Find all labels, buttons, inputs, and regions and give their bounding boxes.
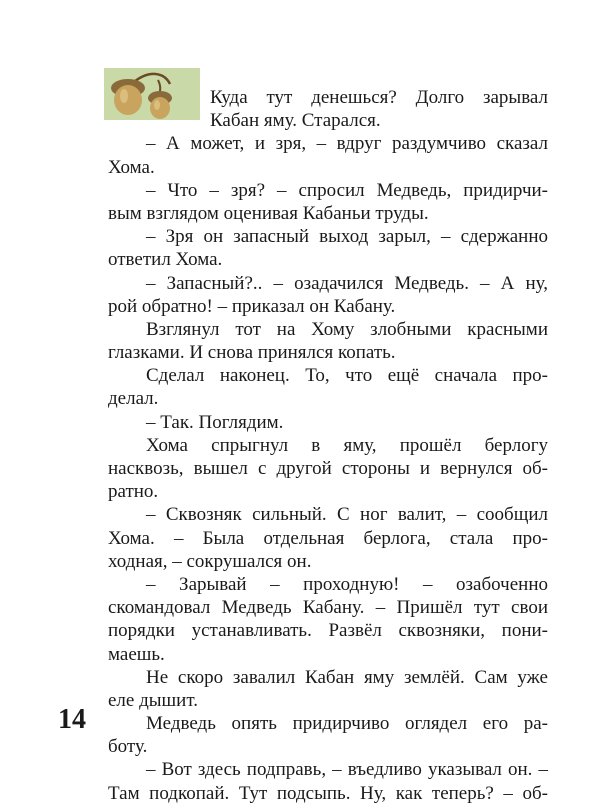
text-line: Хома. – Была отдельная берлога, стала про- xyxy=(108,527,548,549)
text-line: еле дышит. xyxy=(108,689,198,711)
text-line: скомандовал Медведь Кабану. – Пришёл тут свои xyxy=(108,597,548,619)
text-line: ответил Хома. xyxy=(108,249,223,271)
text-line: – Зря он запасный выход зарыл, – сдержанно xyxy=(146,226,548,248)
text-line: – А может, и зря, – вдруг раздумчиво сказал xyxy=(146,133,548,155)
text-line: – Так. Поглядим. xyxy=(146,411,284,433)
text-line: – Вот здесь подправь, – въедливо указывал он. – xyxy=(146,759,548,781)
text-line: вым взглядом оценивая Кабаньи труды. xyxy=(108,202,429,224)
text-line: Там подкопай. Тут подсыпь. Ну, как теперь? – об- xyxy=(108,782,548,804)
text-line: ратно. xyxy=(108,481,159,503)
text-line: боту. xyxy=(108,736,148,758)
text-line: Хома спрыгнул в яму, прошёл берлогу xyxy=(146,434,548,456)
text-line: Взглянул тот на Хому злобными красными xyxy=(146,318,548,340)
text-line: Не скоро завалил Кабан яму землёй. Сам уже xyxy=(146,666,548,688)
text-line: делал. xyxy=(108,388,159,410)
text-line: порядки устанавливать. Развёл сквозняки, пони- xyxy=(108,620,548,642)
text-line: – Зарывай – проходную! – озабоченно xyxy=(146,573,548,595)
text-line: Сделал наконец. То, что ещё сначала про- xyxy=(146,365,548,387)
text-line: ходная, – сокрушался он. xyxy=(108,550,312,572)
text-line: – Запасный?.. – озадачился Медведь. – А ну, xyxy=(146,272,548,294)
text-line: Хома. xyxy=(108,156,155,178)
text-line: – Сквозняк сильный. С ног валит, – сообщил xyxy=(146,504,548,526)
text-line: глазками. И снова принялся копать. xyxy=(108,342,396,364)
text-line: рой обратно! – приказал он Кабану. xyxy=(108,295,396,317)
text-line: Куда тут денешься? Долго зарывал xyxy=(210,87,548,108)
page-number: 14 xyxy=(58,704,86,735)
body-text xyxy=(108,86,548,805)
text-line: Медведь опять придирчиво оглядел его ра- xyxy=(146,713,548,735)
text-line: Кабан яму. Старался. xyxy=(210,110,381,132)
text-line: – Что – зря? – спросил Медведь, придирчи- xyxy=(146,179,548,201)
text-line: маешь. xyxy=(108,643,165,665)
text-line: насквозь, вышел с другой стороны и вернулся об- xyxy=(108,458,548,479)
